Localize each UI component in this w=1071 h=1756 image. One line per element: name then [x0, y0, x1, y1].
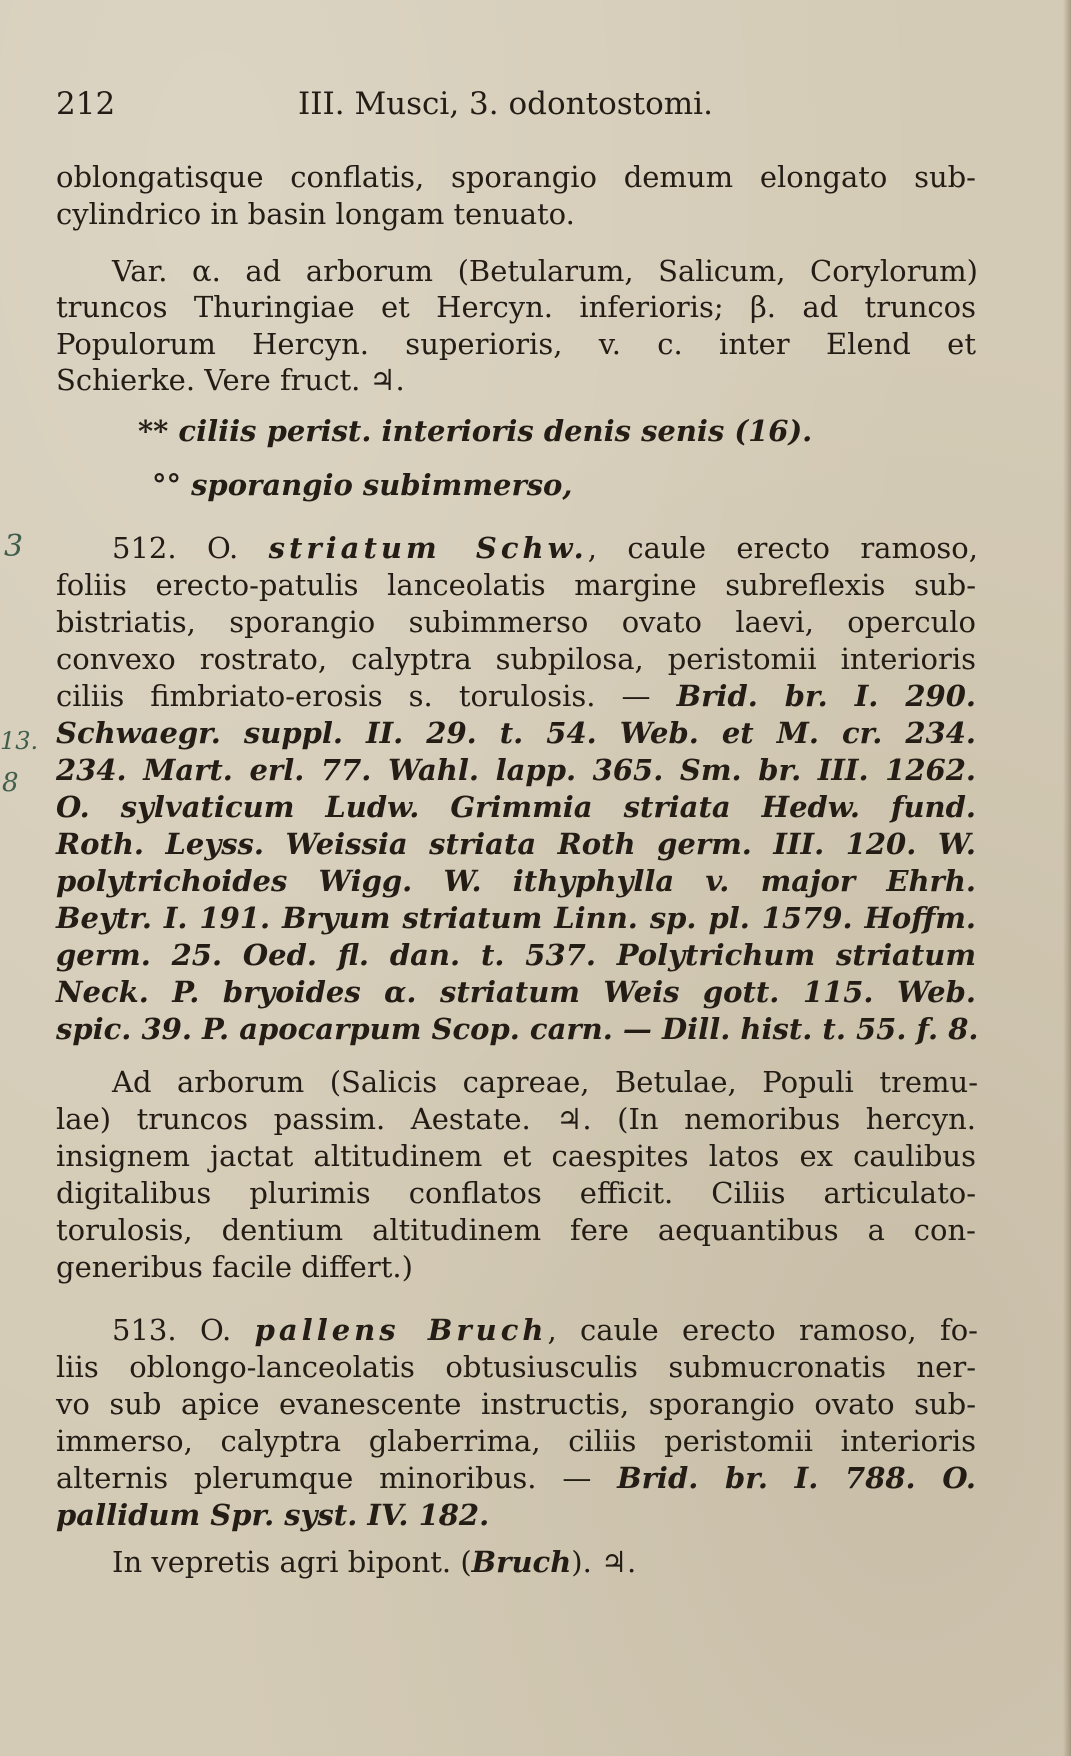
margin-note: 3: [4, 529, 24, 564]
text-line: foliis erecto-patulis lanceolatis margine subreflexis sub-: [56, 568, 976, 602]
text-line: Ad arborum (Salicis capreae, Betulae, Populi tremu-: [112, 1065, 978, 1099]
text-line: generibus facile differt.): [56, 1250, 413, 1284]
text-line: Neck. P. bryoides α. striatum Weis gott. 115. Web.: [56, 975, 976, 1009]
text-line: 234. Mart. erl. 77. Wahl. lapp. 365. Sm. br. III. 1262.: [56, 753, 976, 787]
text-line: lae) truncos passim. Aestate. ♃. (In nemoribus hercyn.: [56, 1102, 976, 1136]
text-line: spic. 39. P. apocarpum Scop. carn. — Dill. hist. t. 55. f. 8.: [56, 1012, 979, 1046]
text-line: cylindrico in basin longam tenuato.: [56, 197, 575, 231]
text-line: Schwaegr. suppl. II. 29. t. 54. Web. et M. cr. 234.: [56, 716, 976, 750]
page-edge-shadow: [1063, 0, 1071, 1756]
text-line: Populorum Hercyn. superioris, v. c. inter Elend et: [56, 327, 976, 361]
text-line: polytrichoides Wigg. W. ithyphylla v. major Ehrh.: [56, 864, 976, 898]
running-head: III. Musci, 3. odontostomi.: [298, 86, 713, 122]
species-entry-512: 512. O. striatum Schw., caule erecto ramoso,: [112, 531, 978, 565]
text-line: truncos Thuringiae et Hercyn. inferioris; β. ad truncos: [56, 290, 976, 324]
subheading: ** ciliis perist. interioris denis senis (16).: [138, 414, 813, 448]
text-line: vo sub apice evanescente instructis, sporangio ovato sub-: [56, 1387, 976, 1421]
text-line: Schierke. Vere fruct. ♃.: [56, 363, 405, 397]
text-line: O. sylvaticum Ludw. Grimmia striata Hedw. fund.: [56, 790, 976, 824]
text-line: ciliis fimbriato-erosis s. torulosis. — Brid. br. I. 290.: [56, 679, 976, 713]
text-line: pallidum Spr. syst. IV. 182.: [56, 1498, 490, 1532]
text-line: Beytr. I. 191. Bryum striatum Linn. sp. pl. 1579. Hoffm.: [56, 901, 976, 935]
subheading: °° sporangio subimmerso,: [152, 468, 573, 502]
text-line: digitalibus plurimis conflatos efficit. Ciliis articulato-: [56, 1176, 976, 1210]
text-line: germ. 25. Oed. fl. dan. t. 537. Polytrichum striatum: [56, 938, 976, 972]
text-line: Var. α. ad arborum (Betularum, Salicum, Corylorum): [112, 254, 978, 288]
text-line: immerso, calyptra glaberrima, ciliis peristomii interioris: [56, 1424, 976, 1458]
text-line: bistriatis, sporangio subimmerso ovato laevi, operculo: [56, 605, 976, 639]
species-entry-513: 513. O. pallens Bruch, caule erecto ramoso, fo-: [112, 1313, 978, 1347]
text-line: convexo rostrato, calyptra subpilosa, peristomii interioris: [56, 642, 976, 676]
text-line: Roth. Leyss. Weissia striata Roth germ. III. 120. W.: [56, 827, 976, 861]
text-line: In vepretis agri bipont. (Bruch). ♃.: [112, 1545, 637, 1579]
margin-note: 13.: [0, 727, 39, 755]
text-line: insignem jactat altitudinem et caespites latos ex caulibus: [56, 1139, 976, 1173]
margin-note: 8: [2, 768, 19, 798]
text-line: oblongatisque conflatis, sporangio demum elongato sub-: [56, 160, 976, 194]
text-line: alternis plerumque minoribus. — Brid. br. I. 788. O.: [56, 1461, 976, 1495]
page-number: 212: [56, 86, 116, 122]
text-line: liis oblongo-lanceolatis obtusiusculis submucronatis ner-: [56, 1350, 976, 1384]
text-line: torulosis, dentium altitudinem fere aequantibus a con-: [56, 1213, 976, 1247]
